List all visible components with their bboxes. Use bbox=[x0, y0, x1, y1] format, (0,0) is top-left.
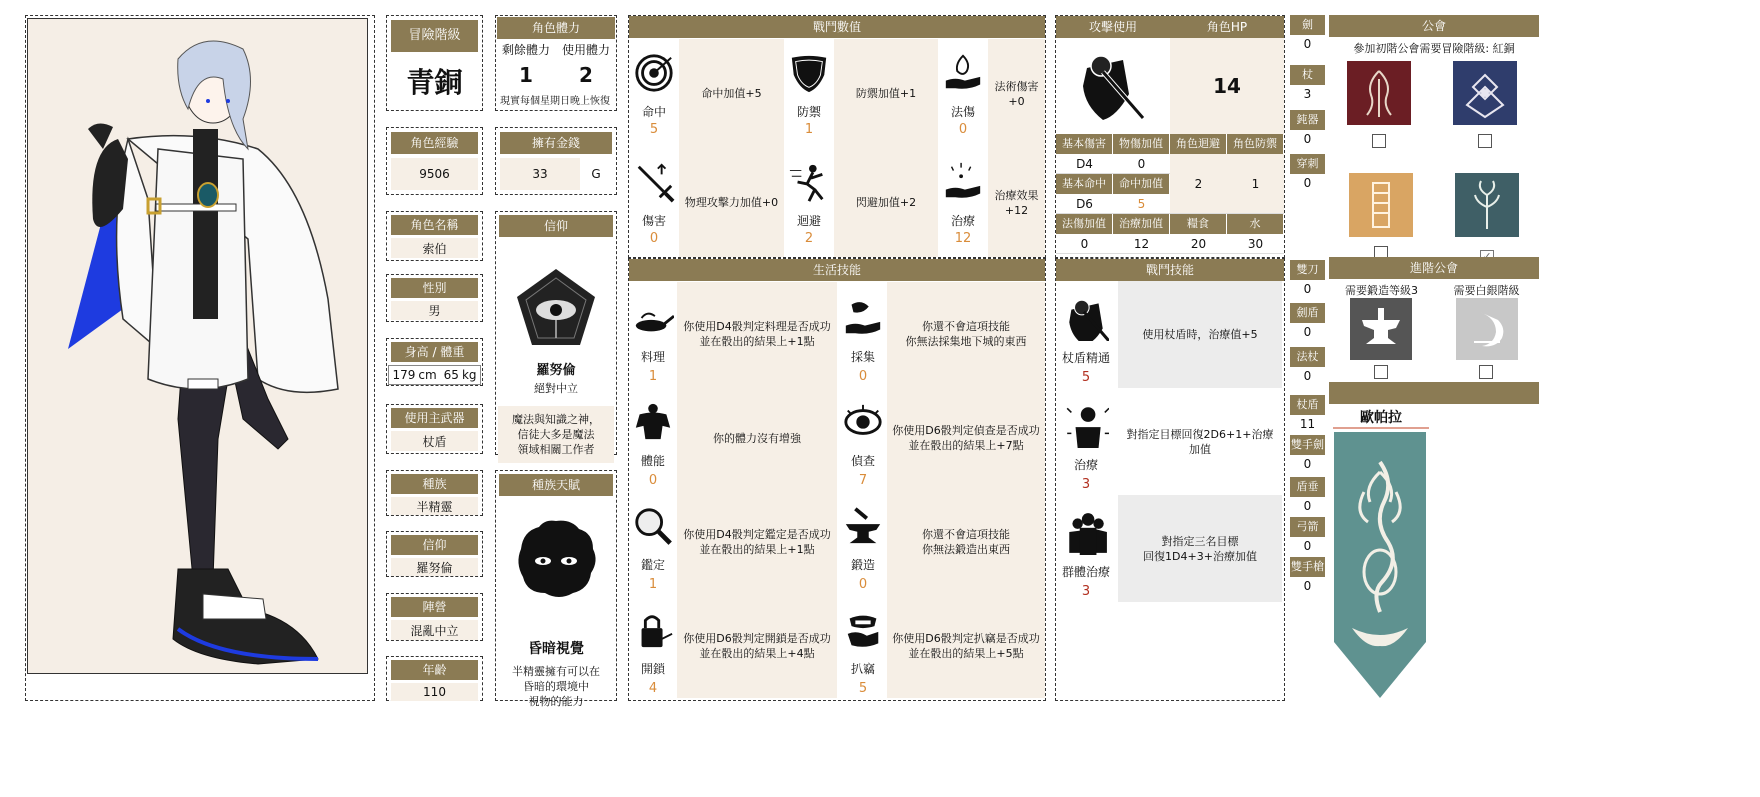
group-heal-icon bbox=[1056, 501, 1116, 563]
life-skill-6-desc1: 你使用D6骰判定開鎖是否成功 bbox=[683, 632, 831, 645]
attack-hp-header-row bbox=[1056, 16, 1284, 38]
base-stat-header-1: 物傷加值 bbox=[1113, 134, 1170, 154]
life-skill-4-name: 鑑定 bbox=[640, 558, 665, 572]
life-skills-grid bbox=[629, 282, 1045, 700]
race-talent-panel bbox=[495, 470, 617, 708]
combat-skills-list bbox=[1056, 281, 1284, 602]
combat-stat-4-name: 迴避 bbox=[796, 214, 821, 228]
combat-skill-1-description bbox=[1118, 388, 1282, 495]
combat-skill-0-desc1: 使用杖盾時，治療值+5 bbox=[1142, 328, 1258, 341]
combat-skills-header: 戰鬥技能 bbox=[1056, 259, 1284, 281]
adventure-rank-value: 青銅 bbox=[406, 66, 463, 99]
life-skill-5-name: 鍛造 bbox=[850, 558, 875, 572]
life-skill-6-desc2: 並在骰出的結果上+4點 bbox=[699, 647, 815, 660]
combat-stat-4-desc: 閃避加值+2 bbox=[855, 196, 917, 209]
height-value: 179 bbox=[392, 368, 416, 382]
attack-header: 攻擊使用 bbox=[1056, 16, 1170, 38]
combat-stat-0-description bbox=[679, 39, 784, 148]
combat-skill-0 bbox=[1056, 281, 1284, 388]
alignment-label: 陣營 bbox=[391, 597, 478, 617]
staff-shield-icon bbox=[1056, 287, 1116, 349]
target-icon bbox=[629, 43, 679, 103]
weapon-skill-1-value: 3 bbox=[1303, 87, 1312, 101]
advanced-guild-req-1: 需要鍛造等級3 bbox=[1345, 284, 1418, 297]
combat-stat-5-desc1: 治療效果 bbox=[994, 188, 1039, 202]
race-label: 種族 bbox=[391, 474, 478, 494]
guild-header: 公會 bbox=[1329, 15, 1539, 37]
base-stat3-header-0: 法傷加值 bbox=[1056, 214, 1113, 234]
weapon-skill-1-name: 杖 bbox=[1290, 65, 1325, 85]
life-skill-0-desc2: 並在骰出的結果上+1點 bbox=[699, 335, 815, 348]
combat-stat-1-value: 1 bbox=[804, 122, 814, 137]
combat-stat-1-icon-cell bbox=[784, 39, 834, 148]
weapon-skill-4-value: 0 bbox=[1303, 282, 1312, 296]
combat-stat-5-desc2: +12 bbox=[1004, 203, 1029, 217]
base-stat3-value-3: 30 bbox=[1227, 234, 1284, 254]
life-skill-1-description bbox=[887, 282, 1045, 386]
guild-requirement: 參加初階公會需要冒險階級: 紅銅 bbox=[1353, 42, 1515, 55]
combat-skill-2-desc2: 回復1D4+3+治療加值 bbox=[1143, 549, 1257, 563]
base-hit-value: D6 bbox=[1056, 194, 1113, 214]
life-skill-0-icon-cell bbox=[629, 282, 677, 386]
life-skill-0-name: 料理 bbox=[640, 350, 665, 364]
race-talent-header: 種族天賦 bbox=[499, 474, 613, 496]
faith-panel bbox=[495, 211, 617, 455]
life-skill-3-icon-cell bbox=[839, 386, 887, 490]
faith-description bbox=[498, 406, 614, 463]
race-talent-desc-line1: 半精靈擁有可以在 bbox=[512, 665, 600, 678]
faith-desc-line1: 魔法與知識之神， bbox=[512, 413, 600, 426]
weapon-skill-3-value: 0 bbox=[1303, 176, 1312, 190]
adventure-rank-box bbox=[386, 15, 483, 111]
thief-icon bbox=[839, 600, 887, 660]
money-value: 33 bbox=[500, 158, 580, 190]
combat-skill-0-name: 杖盾精通 bbox=[1061, 351, 1110, 365]
life-skill-6-icon-cell bbox=[629, 594, 677, 698]
life-skill-1-desc2: 你無法採集地下城的東西 bbox=[905, 335, 1027, 348]
life-skill-6-name: 開鎖 bbox=[640, 662, 665, 676]
life-skill-3-value: 7 bbox=[858, 473, 868, 488]
combat-skill-2-desc1: 對指定三名目標 bbox=[1161, 534, 1239, 548]
weapon-skill-7-value: 11 bbox=[1299, 417, 1316, 431]
weapon-skill-9-value: 0 bbox=[1303, 499, 1312, 513]
life-skill-7-value: 5 bbox=[858, 681, 868, 696]
combat-skill-2-icon-cell bbox=[1056, 495, 1116, 602]
stamina-box bbox=[495, 15, 617, 111]
combat-stats-header: 戰鬥數值 bbox=[629, 16, 1045, 38]
char-name-box bbox=[386, 211, 483, 261]
main-weapon-label: 使用主武器 bbox=[391, 408, 478, 428]
main-weapon-box bbox=[386, 404, 483, 454]
faith-desc-line2: 信徒大多是魔法 bbox=[517, 428, 595, 441]
healing-hand-icon bbox=[938, 152, 988, 212]
combat-stat-0-desc: 命中加值+5 bbox=[701, 87, 762, 100]
combat-stat-3-value: 0 bbox=[649, 231, 659, 246]
weapon-skill-10-name: 弓箭 bbox=[1290, 517, 1325, 537]
combat-skill-0-value: 5 bbox=[1081, 370, 1091, 385]
base-stat3-value-0: 0 bbox=[1056, 234, 1113, 254]
cooking-icon bbox=[629, 288, 677, 348]
combat-skill-1-icon-cell bbox=[1056, 388, 1116, 495]
life-skill-1-name: 採集 bbox=[850, 350, 875, 364]
life-skill-5-desc1: 你還不會這項技能 bbox=[922, 528, 1010, 541]
weapon-skill-8-value: 0 bbox=[1303, 457, 1312, 471]
combat-stat-2-desc2: +0 bbox=[1008, 94, 1025, 108]
advanced-guild-panel bbox=[1329, 257, 1539, 382]
stamina-values bbox=[496, 58, 616, 92]
silver-guild-emblem-icon[interactable] bbox=[1456, 298, 1518, 360]
magic-hand-icon bbox=[938, 43, 988, 103]
life-skill-2-description bbox=[677, 386, 837, 490]
combat-skill-1-value: 3 bbox=[1081, 477, 1091, 492]
guild-banner-icon bbox=[1334, 432, 1426, 702]
portrait-frame bbox=[27, 18, 368, 674]
combat-skill-2-description bbox=[1118, 495, 1282, 602]
char-name-label: 角色名稱 bbox=[391, 215, 478, 235]
age-box bbox=[386, 656, 483, 701]
hp-header: 角色HP bbox=[1170, 16, 1284, 38]
combat-stat-4-description bbox=[834, 148, 938, 257]
faith-desc-line3: 領域相關工作者 bbox=[517, 443, 595, 456]
weapon-skill-6-name: 法杖 bbox=[1290, 347, 1325, 367]
guild-emblem-0-checkbox[interactable] bbox=[1372, 133, 1386, 152]
life-skill-1-desc1: 你還不會這項技能 bbox=[922, 320, 1010, 333]
life-skill-5-icon-cell bbox=[839, 490, 887, 594]
life-skill-7-description bbox=[887, 594, 1045, 698]
money-box bbox=[495, 127, 617, 195]
race-talent-desc-line2: 昏暗的環境中 bbox=[523, 680, 589, 693]
blue-guild-emblem-icon[interactable] bbox=[1453, 61, 1517, 125]
weapon-skill-4-name: 雙刀 bbox=[1290, 260, 1325, 280]
character-portrait-icon bbox=[28, 19, 369, 675]
experience-box bbox=[386, 127, 483, 195]
life-skill-6-description bbox=[677, 594, 837, 698]
life-skill-3-name: 偵查 bbox=[850, 454, 875, 468]
banner-name: 歐帕拉 bbox=[1333, 407, 1429, 429]
height-weight-label: 身高 / 體重 bbox=[391, 342, 478, 362]
age-value: 110 bbox=[391, 683, 478, 701]
money-label: 擁有金錢 bbox=[500, 132, 612, 154]
base-stat2-header-0: 基本命中 bbox=[1056, 174, 1113, 194]
base-stat3-value-2: 20 bbox=[1170, 234, 1227, 254]
faith-box bbox=[386, 531, 483, 577]
life-skill-0-value: 1 bbox=[648, 369, 658, 384]
age-label: 年齡 bbox=[391, 660, 478, 680]
portrait-panel bbox=[25, 15, 375, 701]
life-skill-7-name: 扒竊 bbox=[850, 662, 875, 676]
money-values bbox=[500, 158, 612, 190]
life-skill-3-description bbox=[887, 386, 1045, 490]
life-skill-3-desc2: 並在骰出的結果上+7點 bbox=[908, 439, 1024, 452]
guild-emblem-1-checkbox[interactable] bbox=[1478, 133, 1492, 152]
weapon-skill-5-value: 0 bbox=[1303, 325, 1312, 339]
weapon-skill-11-value: 0 bbox=[1303, 579, 1312, 593]
attack-hp-panel bbox=[1055, 15, 1285, 258]
life-skill-4-desc1: 你使用D4骰判定鑑定是否成功 bbox=[683, 528, 831, 541]
weapon-skill-5-name: 劍盾 bbox=[1290, 303, 1325, 323]
combat-stat-3-description bbox=[679, 148, 784, 257]
eye-icon bbox=[839, 392, 887, 452]
combat-skill-2 bbox=[1056, 495, 1284, 602]
alignment-value: 混亂中立 bbox=[391, 620, 478, 640]
combat-stat-5-value: 12 bbox=[954, 231, 972, 246]
faith-god-alignment: 絕對中立 bbox=[534, 382, 578, 395]
weapon-skill-2-value: 0 bbox=[1303, 132, 1312, 146]
combat-skill-2-value: 3 bbox=[1081, 584, 1091, 599]
combat-stat-4-value: 2 bbox=[804, 231, 814, 246]
combat-stat-2-icon-cell bbox=[938, 39, 988, 148]
combat-stat-2-desc1: 法術傷害 bbox=[994, 79, 1039, 93]
life-skill-0-description bbox=[677, 282, 837, 386]
hp-value: 14 bbox=[1170, 38, 1284, 134]
stamina-remaining-label: 剩餘體力 bbox=[501, 43, 550, 57]
adventure-rank-label: 冒險階級 bbox=[391, 20, 478, 52]
race-talent-description bbox=[496, 664, 616, 709]
banner-panel bbox=[1329, 382, 1539, 702]
stamina-labels bbox=[496, 41, 616, 58]
gathering-icon bbox=[839, 288, 887, 348]
weapon-skill-9-name: 盾垂 bbox=[1290, 477, 1325, 497]
combat-stat-0-icon-cell bbox=[629, 39, 679, 148]
combat-skill-1 bbox=[1056, 388, 1284, 495]
weight-unit: kg bbox=[461, 368, 477, 382]
combat-skills-panel bbox=[1055, 258, 1285, 701]
stamina-header: 角色體力 bbox=[497, 17, 615, 39]
life-skill-6-value: 4 bbox=[648, 681, 658, 696]
smith-guild-emblem-icon[interactable] bbox=[1350, 298, 1412, 360]
hit-bonus-value: 5 bbox=[1113, 194, 1170, 214]
physical-bonus-value: 0 bbox=[1113, 154, 1170, 174]
faith-symbol-icon bbox=[496, 259, 616, 357]
gender-box bbox=[386, 274, 483, 322]
base-stat-header-3: 角色防禦 bbox=[1227, 134, 1284, 154]
life-skill-5-value: 0 bbox=[858, 577, 868, 592]
life-skill-4-desc2: 並在骰出的結果上+1點 bbox=[699, 543, 815, 556]
combat-stats-grid bbox=[629, 39, 1045, 257]
stamina-used-label: 使用體力 bbox=[561, 43, 610, 57]
height-weight-values bbox=[388, 365, 481, 385]
life-skill-3-desc1: 你使用D6骰判定偵查是否成功 bbox=[892, 424, 1040, 437]
combat-stat-4-icon-cell bbox=[784, 148, 834, 257]
guild-panel bbox=[1329, 15, 1539, 255]
advanced-guild-requirements bbox=[1329, 282, 1539, 298]
combat-stat-2-name: 法傷 bbox=[950, 105, 975, 119]
combat-skill-1-desc1: 對指定目標回復2D6+1+治療 bbox=[1126, 427, 1274, 441]
base-damage-value: D4 bbox=[1056, 154, 1113, 174]
weapon-skills-column bbox=[1290, 15, 1325, 605]
char-name-value: 索伯 bbox=[391, 238, 478, 258]
weapon-skill-10-value: 0 bbox=[1303, 539, 1312, 553]
combat-stat-0-name: 命中 bbox=[641, 105, 666, 119]
money-unit: G bbox=[591, 167, 601, 181]
dodge-icon bbox=[784, 152, 834, 212]
base-stats-grid bbox=[1056, 134, 1284, 256]
combat-stat-1-name: 防禦 bbox=[796, 105, 821, 119]
base-stat3-header-2: 糧食 bbox=[1170, 214, 1227, 234]
life-skill-4-description bbox=[677, 490, 837, 594]
life-skill-0-desc1: 你使用D4骰判定料理是否成功 bbox=[683, 320, 831, 333]
weapon-skill-3-name: 穿刺 bbox=[1290, 154, 1325, 174]
base-stat2-header-1: 命中加值 bbox=[1113, 174, 1170, 194]
combat-skill-2-name: 群體治療 bbox=[1061, 565, 1110, 579]
life-skill-4-value: 1 bbox=[648, 577, 658, 592]
race-talent-name: 昏暗視覺 bbox=[528, 641, 584, 657]
advanced-guild-header: 進階公會 bbox=[1329, 257, 1539, 279]
anvil-icon bbox=[839, 496, 887, 556]
combat-skill-1-name: 治療 bbox=[1073, 458, 1098, 472]
weapon-skill-2-name: 鈍器 bbox=[1290, 110, 1325, 130]
life-skill-5-description bbox=[887, 490, 1045, 594]
faith-value: 羅努倫 bbox=[391, 558, 478, 576]
combat-skill-1-desc2: 加值 bbox=[1189, 442, 1211, 456]
dark-vision-icon bbox=[496, 508, 616, 608]
teal-guild-emblem-icon[interactable] bbox=[1455, 173, 1519, 237]
height-unit: cm bbox=[418, 368, 437, 382]
base-stat3-header-1: 治療加值 bbox=[1113, 214, 1170, 234]
life-skill-2-name: 體能 bbox=[640, 454, 665, 468]
stamina-remaining-value: 1 bbox=[519, 63, 533, 87]
weapon-skill-0-value: 0 bbox=[1303, 37, 1312, 51]
red-guild-emblem-icon[interactable] bbox=[1347, 61, 1411, 125]
life-skill-7-desc2: 並在骰出的結果上+5點 bbox=[908, 647, 1024, 660]
experience-value: 9506 bbox=[391, 158, 478, 190]
combat-stat-2-description bbox=[988, 39, 1045, 148]
lockpick-icon bbox=[629, 600, 677, 660]
life-skill-1-value: 0 bbox=[858, 369, 868, 384]
stamina-note: 現實每個星期日晚上恢復 bbox=[500, 96, 610, 107]
race-talent-desc-line3: 視物的能力 bbox=[528, 695, 584, 708]
combat-stat-3-desc: 物理攻擊力加值+0 bbox=[684, 196, 779, 209]
life-skill-7-icon-cell bbox=[839, 594, 887, 698]
combat-skill-0-description bbox=[1118, 281, 1282, 388]
combat-stats-panel bbox=[628, 15, 1046, 258]
combat-stat-0-value: 5 bbox=[649, 122, 659, 137]
faith-label: 信仰 bbox=[391, 535, 478, 555]
silver-guild-checkbox[interactable] bbox=[1479, 364, 1493, 383]
combat-stat-3-icon-cell bbox=[629, 148, 679, 257]
height-weight-box bbox=[386, 338, 483, 386]
life-skills-header: 生活技能 bbox=[629, 259, 1045, 281]
broken-sword-icon bbox=[629, 152, 679, 212]
base-stat-header-2: 角色迴避 bbox=[1170, 134, 1227, 154]
weapon-skill-11-name: 雙手槍 bbox=[1290, 557, 1325, 577]
race-value: 半精靈 bbox=[391, 497, 478, 515]
base-stat3-header-3: 水 bbox=[1227, 214, 1284, 234]
weapon-skill-8-name: 雙手劍 bbox=[1290, 435, 1325, 455]
gender-value: 男 bbox=[391, 301, 478, 320]
faith-god-name: 羅努倫 bbox=[536, 363, 576, 378]
combat-skill-0-icon-cell bbox=[1056, 281, 1116, 388]
combat-stat-5-description bbox=[988, 148, 1045, 257]
life-skill-2-desc1: 你的體力沒有增強 bbox=[713, 431, 801, 445]
character-defense-value: 1 bbox=[1227, 154, 1284, 214]
character-evade-value: 2 bbox=[1170, 154, 1227, 214]
weapon-skill-0-name: 劍 bbox=[1290, 15, 1325, 35]
life-skill-2-icon-cell bbox=[629, 386, 677, 490]
race-box bbox=[386, 470, 483, 516]
life-skill-1-icon-cell bbox=[839, 282, 887, 386]
tan-guild-emblem-icon[interactable] bbox=[1349, 173, 1413, 237]
heal-person-icon bbox=[1056, 394, 1116, 456]
staff-shield-icon bbox=[1056, 38, 1170, 134]
combat-stat-5-icon-cell bbox=[938, 148, 988, 257]
banner-header-bar bbox=[1329, 382, 1539, 404]
weapon-skill-6-value: 0 bbox=[1303, 369, 1312, 383]
main-weapon-value: 杖盾 bbox=[391, 431, 478, 451]
combat-stat-2-value: 0 bbox=[958, 122, 968, 137]
life-skill-4-icon-cell bbox=[629, 490, 677, 594]
life-skill-7-desc1: 你使用D6骰判定扒竊是否成功 bbox=[892, 632, 1040, 645]
gender-label: 性別 bbox=[391, 278, 478, 298]
base-stat-header-0: 基本傷害 bbox=[1056, 134, 1113, 154]
smith-guild-checkbox[interactable] bbox=[1374, 364, 1388, 383]
advanced-guild-req-2: 需要白銀階級 bbox=[1453, 284, 1520, 297]
base-stat3-value-1: 12 bbox=[1113, 234, 1170, 254]
stamina-used-value: 2 bbox=[579, 63, 593, 87]
combat-stat-3-name: 傷害 bbox=[641, 214, 666, 228]
faith-panel-header: 信仰 bbox=[499, 215, 613, 237]
weight-value: 65 bbox=[443, 368, 459, 382]
alignment-box bbox=[386, 593, 483, 641]
combat-stat-5-name: 治療 bbox=[950, 214, 975, 228]
attack-hp-content bbox=[1056, 38, 1284, 134]
life-skill-5-desc2: 你無法鍛造出東西 bbox=[922, 543, 1010, 556]
life-skills-panel bbox=[628, 258, 1046, 701]
experience-label: 角色經驗 bbox=[391, 132, 478, 154]
weapon-skill-7-name: 杖盾 bbox=[1290, 395, 1325, 415]
combat-stat-1-description bbox=[834, 39, 938, 148]
life-skill-2-value: 0 bbox=[648, 473, 658, 488]
magnifier-icon bbox=[629, 496, 677, 556]
base-stats-table bbox=[1056, 134, 1284, 256]
muscle-icon bbox=[629, 392, 677, 452]
combat-stat-1-desc: 防禦加值+1 bbox=[855, 87, 917, 100]
shield-icon bbox=[784, 43, 834, 103]
